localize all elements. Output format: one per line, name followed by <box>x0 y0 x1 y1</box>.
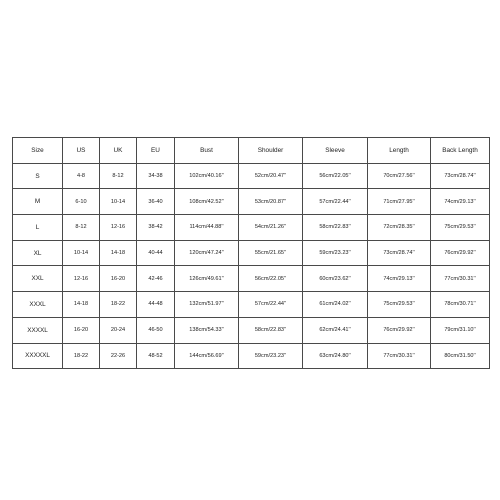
cell-us: 12-16 <box>63 266 100 292</box>
header-bust: Bust <box>175 138 239 164</box>
cell-us: 6-10 <box>63 189 100 215</box>
cell-shoulder: 58cm/22.83'' <box>239 317 303 343</box>
cell-us: 10-14 <box>63 240 100 266</box>
cell-back-length: 77cm/30.31'' <box>431 266 490 292</box>
cell-shoulder: 59cm/23.23'' <box>239 343 303 369</box>
cell-size: XXL <box>13 266 63 292</box>
cell-uk: 10-14 <box>100 189 137 215</box>
cell-us: 16-20 <box>63 317 100 343</box>
cell-eu: 40-44 <box>137 240 175 266</box>
cell-eu: 48-52 <box>137 343 175 369</box>
cell-back-length: 74cm/29.13'' <box>431 189 490 215</box>
cell-shoulder: 52cm/20.47'' <box>239 163 303 189</box>
cell-bust: 138cm/54.33'' <box>175 317 239 343</box>
cell-sleeve: 61cm/24.02'' <box>303 292 368 318</box>
cell-size: L <box>13 215 63 241</box>
cell-bust: 114cm/44.88'' <box>175 215 239 241</box>
cell-shoulder: 53cm/20.87'' <box>239 189 303 215</box>
cell-length: 75cm/29.53'' <box>368 292 431 318</box>
cell-sleeve: 57cm/22.44'' <box>303 189 368 215</box>
cell-size: XXXXXL <box>13 343 63 369</box>
cell-length: 77cm/30.31'' <box>368 343 431 369</box>
cell-uk: 20-24 <box>100 317 137 343</box>
cell-back-length: 79cm/31.10'' <box>431 317 490 343</box>
cell-length: 76cm/29.92'' <box>368 317 431 343</box>
cell-eu: 38-42 <box>137 215 175 241</box>
header-back-length: Back Length <box>431 138 490 164</box>
cell-eu: 44-48 <box>137 292 175 318</box>
cell-bust: 144cm/56.69'' <box>175 343 239 369</box>
cell-back-length: 76cm/29.92'' <box>431 240 490 266</box>
cell-size: M <box>13 189 63 215</box>
cell-length: 71cm/27.95'' <box>368 189 431 215</box>
table-row <box>13 215 490 241</box>
cell-size: XXXXL <box>13 317 63 343</box>
cell-us: 18-22 <box>63 343 100 369</box>
cell-uk: 8-12 <box>100 163 137 189</box>
cell-size: S <box>13 163 63 189</box>
header-uk: UK <box>100 138 137 164</box>
cell-uk: 16-20 <box>100 266 137 292</box>
header-size: Size <box>13 138 63 164</box>
table-row <box>13 343 490 369</box>
header-row <box>13 138 490 164</box>
table-row <box>13 240 490 266</box>
cell-bust: 126cm/49.61'' <box>175 266 239 292</box>
cell-uk: 22-26 <box>100 343 137 369</box>
cell-shoulder: 57cm/22.44'' <box>239 292 303 318</box>
cell-bust: 108cm/42.52'' <box>175 189 239 215</box>
cell-bust: 132cm/51.97'' <box>175 292 239 318</box>
cell-sleeve: 62cm/24.41'' <box>303 317 368 343</box>
cell-us: 14-18 <box>63 292 100 318</box>
cell-bust: 120cm/47.24'' <box>175 240 239 266</box>
cell-sleeve: 56cm/22.05'' <box>303 163 368 189</box>
table-row <box>13 292 490 318</box>
cell-eu: 42-46 <box>137 266 175 292</box>
header-length: Length <box>368 138 431 164</box>
cell-bust: 102cm/40.16'' <box>175 163 239 189</box>
cell-sleeve: 60cm/23.62'' <box>303 266 368 292</box>
cell-sleeve: 58cm/22.83'' <box>303 215 368 241</box>
cell-sleeve: 63cm/24.80'' <box>303 343 368 369</box>
cell-size: XL <box>13 240 63 266</box>
cell-length: 70cm/27.56'' <box>368 163 431 189</box>
cell-shoulder: 56cm/22.05'' <box>239 266 303 292</box>
cell-length: 72cm/28.35'' <box>368 215 431 241</box>
table-row <box>13 189 490 215</box>
cell-eu: 46-50 <box>137 317 175 343</box>
cell-back-length: 73cm/28.74'' <box>431 163 490 189</box>
cell-eu: 34-38 <box>137 163 175 189</box>
cell-us: 8-12 <box>63 215 100 241</box>
cell-us: 4-8 <box>63 163 100 189</box>
cell-back-length: 75cm/29.53'' <box>431 215 490 241</box>
cell-uk: 14-18 <box>100 240 137 266</box>
cell-length: 73cm/28.74'' <box>368 240 431 266</box>
cell-uk: 18-22 <box>100 292 137 318</box>
size-chart-table <box>12 137 490 369</box>
cell-back-length: 78cm/30.71'' <box>431 292 490 318</box>
cell-uk: 12-16 <box>100 215 137 241</box>
cell-shoulder: 55cm/21.65'' <box>239 240 303 266</box>
table-row <box>13 266 490 292</box>
cell-sleeve: 59cm/23.23'' <box>303 240 368 266</box>
table-row <box>13 163 490 189</box>
cell-back-length: 80cm/31.50'' <box>431 343 490 369</box>
cell-size: XXXL <box>13 292 63 318</box>
table-row <box>13 317 490 343</box>
size-chart-body <box>13 163 490 369</box>
cell-length: 74cm/29.13'' <box>368 266 431 292</box>
cell-eu: 36-40 <box>137 189 175 215</box>
header-sleeve: Sleeve <box>303 138 368 164</box>
cell-shoulder: 54cm/21.26'' <box>239 215 303 241</box>
header-shoulder: Shoulder <box>239 138 303 164</box>
header-us: US <box>63 138 100 164</box>
header-eu: EU <box>137 138 175 164</box>
